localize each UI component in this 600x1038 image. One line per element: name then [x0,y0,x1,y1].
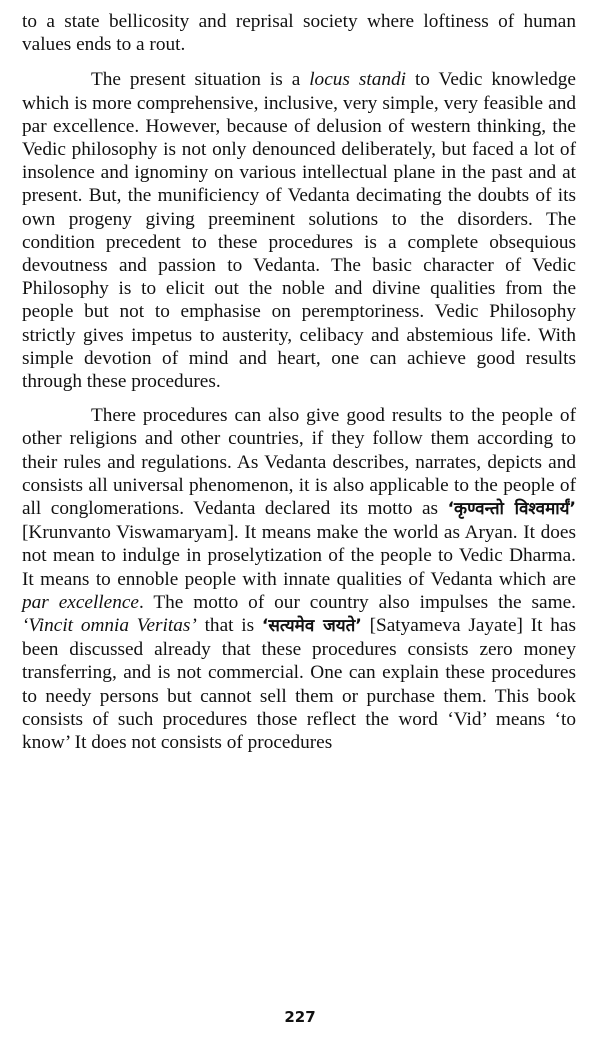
paragraph-2-text-b: to Vedic knowledge which is more comprehensive, inclusive, very simple, very feasible and par excellence. However, because of delusion of western thinking, the Vedic philosophy is not only denounced deliberately, but faced a lot of insolence and ignominy on various intellectual plane in the past and at present. But, the munificiency of Vedanta decimating the doubts of its own progeny giving preeminent solutions to the disorders. The condition precedent to these procedures is a complete obsequious devoutness and passion to Vedanta. The basic character of Vedic Philosophy is to elicit out the noble and divine qualities from the people but not to emphasise on peremptoriness. Vedic Philosophy strictly gives impetus to austerity, celibacy and abstemious life. With simple devotion of mind and heart, one can achieve good results through these procedures. [22,69,576,393]
page-body [22,10,576,754]
paragraph-3-text-d: that is [196,615,262,637]
paragraph-2-text-a: The present situation is a [91,69,310,91]
paragraph-1-text: to a state bellicosity and reprisal society where loftiness of human values ends to a rout. [22,11,576,56]
paragraph-1 [22,10,576,56]
paragraph-2 [22,68,576,393]
paragraph-3-text-c: . The motto of our country also impulses the same. [138,591,576,613]
paragraph-3-text-a: There procedures can also give good results to the people of other religions and other countries, if they follow them according to their rules and regulations. As Vedanta describes, narrates, depicts and consists all universal phenomenon, it is also applicable to the people of all conglomerations. Vedanta declared its motto as [22,405,576,520]
paragraph-3-devanagari-satyameva: ‘सत्यमेव जयते’ [261,616,362,637]
paragraph-3-text-b: [Krunvanto Viswamaryam]. It means make the world as Aryan. It does not mean to indulge in proselytization of the people to Vedic Dharma. It means to ennoble people with innate qualities of Vedanta which are [22,522,576,590]
paragraph-3-italic-par-excellence: par excellence [22,591,139,613]
paragraph-3-devanagari-motto: ‘कृण्वन्तो विश्वमार्यं’ [447,499,576,520]
page-number: 227 [284,1008,316,1026]
paragraph-3-text-e: [Satyameva Jayate] It has been discussed already that these procedures consists zero money transferring, and is not commercial. One can explain these procedures to needy persons but cannot sell them or purchase them. This book consists of such procedures those reflect the word ‘Vid’ means ‘to know’ It does not consists of procedures [22,615,576,754]
paragraph-3-italic-latin-motto: ‘Vincit omnia Veritas’ [22,615,197,637]
paragraph-2-italic-locus-standi: locus standi [309,69,406,91]
paragraph-3 [22,404,576,754]
